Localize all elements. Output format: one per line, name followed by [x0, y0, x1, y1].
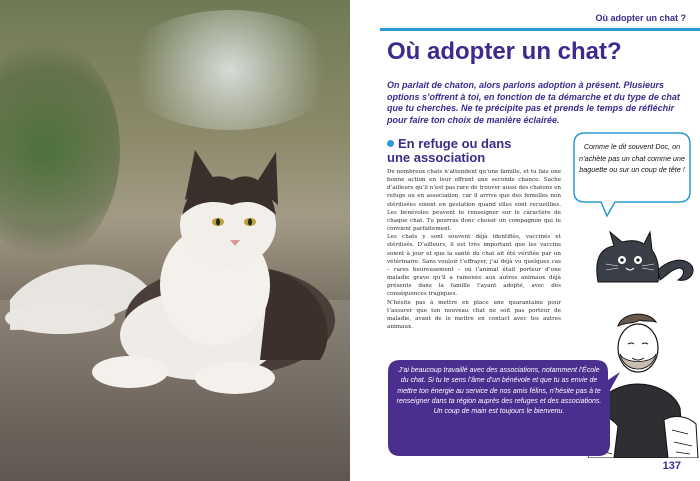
header-rule — [380, 28, 700, 31]
body-text — [387, 168, 561, 331]
section-heading — [387, 137, 511, 165]
page-title: Où adopter un chat? — [387, 38, 622, 65]
body-paragraph-1: De nombreux chats n’attendent qu’une famille, et tu fais une bonne action en leur offrant une seconde chance. Sache d’ailleurs qu’il n’est pas rare de trouver aussi des chatons en refuge ou en association, car il arrive que des femelles non stérilisées soient en gestation quand elles sont recueillies. Les bénévoles peuvent te renseigner sur le caractère de chaque chat. Tu pourras donc choisir un compagnon qui te convient parfaitement. — [387, 169, 561, 233]
text-page — [350, 0, 700, 481]
page-number: 137 — [662, 460, 681, 472]
bullet-dot-icon — [387, 140, 394, 147]
body-paragraph-2: Les chats y sont souvent déjà identifiés, vaccinés et stérilisés. D’ailleurs, il est très important que les vaccins soient à jour et que la santé du chat ait été vérifiée par un vétérinaire. Sans vouloir t’effrayer, j’ai déjà vu quelques cas – rares heureusement – où l’animal était porteur d’une maladie grave qu’il a ramenée aux autres animaux déjà présents dans la famille l’ayant adopté, avec des conséquences tragiques. — [387, 234, 561, 298]
running-head: Où adopter un chat ? — [595, 13, 686, 23]
cartoon-cat-illustration — [588, 220, 700, 290]
speech-bubble-doc-text: Comme le dit souvent Doc, on n’achète pas un chat comme une baguette ou sur un coup de tête ! — [579, 142, 685, 174]
speech-bubble-vet — [384, 358, 620, 458]
speech-bubble-doc — [571, 130, 693, 218]
intro-paragraph: On parlait de chaton, alors parlons adoption à présent. Plusieurs options s’offrent à toi, en fonction de ta démarche et du type de chat que tu cherches. Ne te précipite pas et prends le temps de réfléchir pour faire ton choix de manière éclairée. — [387, 80, 680, 125]
section-heading-line-2: une association — [387, 150, 486, 165]
section-heading-line-1: En refuge ou dans — [387, 137, 511, 151]
speech-bubble-vet-text: J’ai beaucoup travaillé avec des associations, notamment l’École du chat. Si tu te sens l’âme d’un bénévole et que tu as envie de mettre ton énergie au service de nos amis félins, n’hésite pas à te renseigner dans ta région auprès des refuges et des associations. Un coup de main est toujours le bienvenu. — [396, 367, 602, 416]
body-paragraph-3: N’hésite pas à mettre en place une quarantaine pour t’assurer que ton nouveau chat ne soit pas porteur de maladie, avant de le mettre en contact avec tes autres animaux. — [387, 299, 561, 330]
